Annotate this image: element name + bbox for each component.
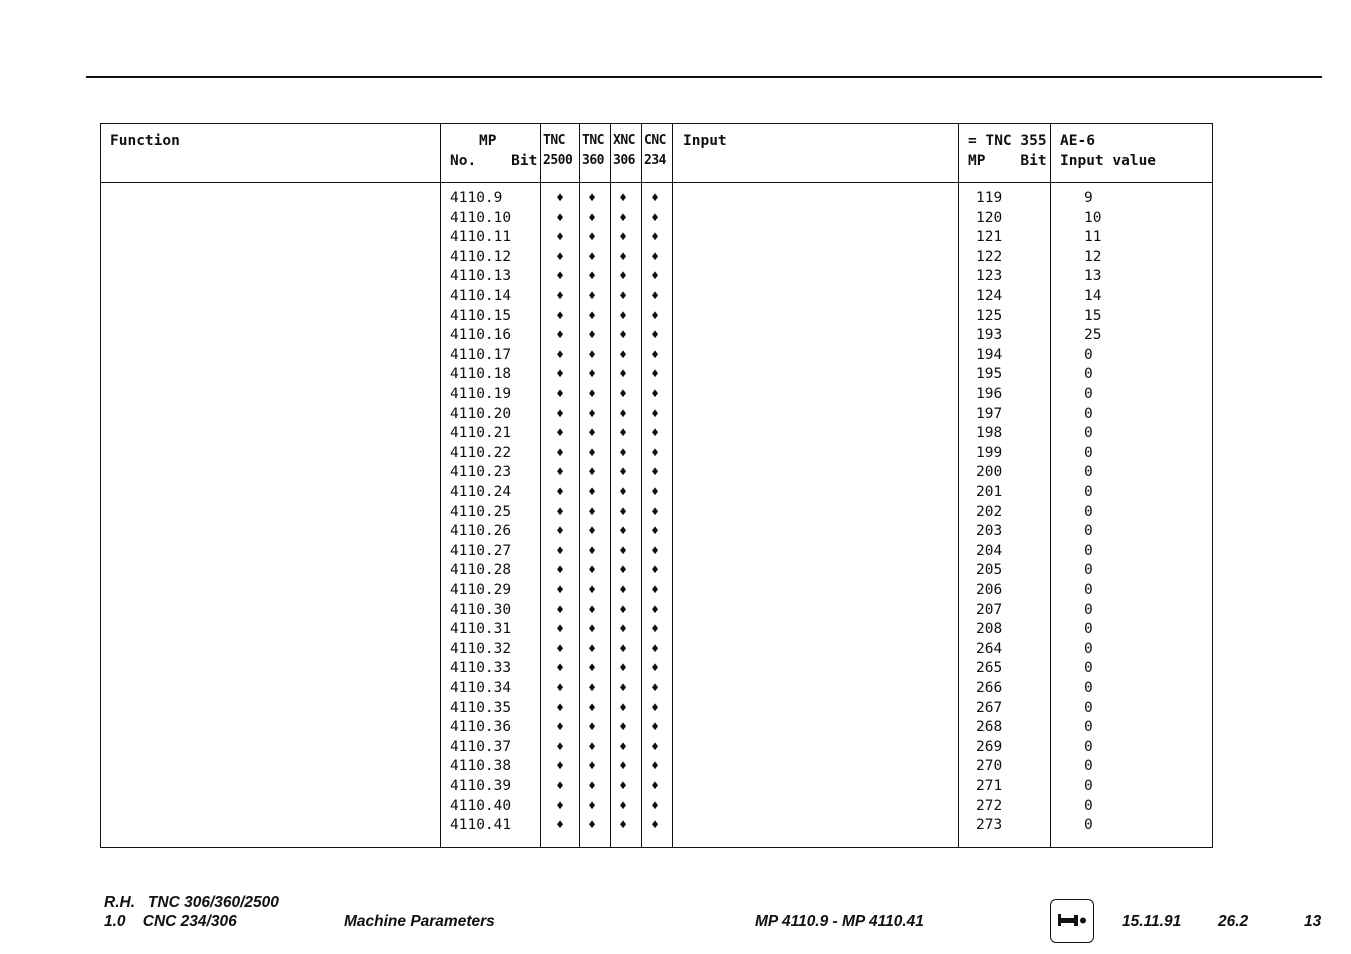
table-row (101, 620, 1212, 640)
ae6-value-cell: 0 (1084, 640, 1093, 657)
diamond-icon: ♦ (651, 720, 659, 736)
diamond-icon: ♦ (619, 681, 627, 696)
diamond-icon: ♦ (651, 543, 659, 559)
tnc355-mp-cell: 195 (976, 366, 1003, 383)
diamond-icon: ♦ (588, 445, 596, 461)
diamond-icon: ♦ (619, 759, 627, 775)
diamond-icon: ♦ (588, 191, 596, 206)
mp-number-cell: 4110.34 (450, 680, 512, 696)
diamond-icon: ♦ (619, 700, 627, 716)
tnc355-mp-cell: 123 (976, 268, 1003, 285)
diamond-icon: ♦ (556, 269, 564, 285)
tnc355-mp-cell: 265 (976, 660, 1003, 677)
table-row (101, 483, 1212, 503)
tnc355-mp-cell: 201 (976, 484, 1003, 500)
diamond-icon: ♦ (651, 289, 659, 304)
heidenhain-logo-icon (1050, 899, 1094, 943)
footer-version-line: 1.0 CNC 234/306 (104, 913, 237, 930)
table-row (101, 365, 1212, 385)
mp-number-cell: 4110.10 (450, 209, 512, 226)
diamond-icon: ♦ (651, 406, 659, 422)
ae6-value-cell: 15 (1084, 307, 1102, 324)
tnc355-mp-cell: 193 (976, 327, 1003, 344)
diamond-icon: ♦ (651, 308, 659, 324)
diamond-icon: ♦ (588, 681, 596, 696)
diamond-icon: ♦ (556, 249, 564, 265)
diamond-icon: ♦ (588, 230, 596, 246)
table-row (101, 287, 1212, 307)
footer-date: 15.11.91 (1122, 913, 1182, 930)
diamond-icon: ♦ (651, 759, 659, 775)
ae6-value-cell: 0 (1084, 738, 1093, 755)
tnc355-mp-cell: 202 (976, 503, 1003, 520)
diamond-icon: ♦ (588, 465, 596, 481)
diamond-icon: ♦ (588, 661, 596, 677)
ae6-value-cell: 0 (1084, 464, 1093, 481)
table-row (101, 522, 1212, 542)
header-cnc234-model: 234 (644, 153, 666, 168)
mp-number-cell: 4110.21 (450, 425, 512, 442)
diamond-icon: ♦ (619, 583, 627, 598)
mp-number-cell: 4110.31 (450, 621, 512, 638)
diamond-icon: ♦ (619, 249, 627, 265)
diamond-icon: ♦ (651, 641, 659, 657)
mp-number-cell: 4110.36 (450, 719, 512, 736)
logo-glyph (1051, 900, 1092, 941)
ae6-value-cell: 0 (1084, 444, 1093, 461)
footer-section: Machine Parameters (344, 913, 495, 930)
diamond-icon: ♦ (588, 720, 596, 736)
footer-model-line: R.H. TNC 306/360/2500 (104, 894, 279, 911)
diamond-icon: ♦ (651, 347, 659, 363)
mp-number-cell: 4110.16 (450, 327, 512, 344)
diamond-icon: ♦ (619, 779, 627, 794)
diamond-icon: ♦ (556, 700, 564, 716)
diamond-icon: ♦ (588, 779, 596, 794)
footer-version: 26.2 (1218, 913, 1249, 930)
diamond-icon: ♦ (556, 798, 564, 814)
diamond-icon: ♦ (556, 445, 564, 461)
header-cnc234: CNC (644, 133, 666, 148)
mp-number-cell: 4110.30 (450, 601, 512, 618)
tnc355-mp-cell: 194 (976, 346, 1003, 363)
diamond-icon: ♦ (619, 387, 627, 402)
header-ae6-input-value: Input value (1060, 153, 1157, 169)
diamond-icon: ♦ (588, 563, 596, 579)
diamond-icon: ♦ (619, 602, 627, 618)
table-row (101, 248, 1212, 268)
diamond-icon: ♦ (556, 622, 564, 638)
mp-number-cell: 4110.38 (450, 758, 512, 775)
top-rule (86, 76, 1322, 78)
diamond-icon: ♦ (619, 641, 627, 657)
ae6-value-cell: 0 (1084, 680, 1093, 696)
diamond-icon: ♦ (556, 602, 564, 618)
ae6-value-cell: 0 (1084, 542, 1093, 559)
ae6-value-cell: 0 (1084, 503, 1093, 520)
diamond-icon: ♦ (556, 289, 564, 304)
diamond-icon: ♦ (651, 779, 659, 794)
ae6-value-cell: 25 (1084, 327, 1102, 344)
tnc355-mp-cell: 271 (976, 778, 1003, 794)
diamond-icon: ♦ (556, 759, 564, 775)
diamond-icon: ♦ (651, 661, 659, 677)
ae6-value-cell: 9 (1084, 190, 1093, 206)
diamond-icon: ♦ (651, 739, 659, 755)
diamond-icon: ♦ (651, 387, 659, 402)
ae6-value-cell: 0 (1084, 660, 1093, 677)
table-row (101, 679, 1212, 699)
diamond-icon: ♦ (619, 210, 627, 226)
diamond-icon: ♦ (651, 328, 659, 344)
header-xnc306: XNC (613, 133, 635, 148)
tnc355-mp-cell: 205 (976, 562, 1003, 579)
diamond-icon: ♦ (588, 818, 596, 834)
diamond-icon: ♦ (556, 818, 564, 834)
ae6-value-cell: 0 (1084, 346, 1093, 363)
tnc355-mp-cell: 268 (976, 719, 1003, 736)
tnc355-mp-cell: 197 (976, 405, 1003, 422)
diamond-icon: ♦ (556, 583, 564, 598)
diamond-icon: ♦ (556, 739, 564, 755)
diamond-icon: ♦ (588, 798, 596, 814)
diamond-icon: ♦ (588, 739, 596, 755)
diamond-icon: ♦ (588, 387, 596, 402)
mp-number-cell: 4110.37 (450, 738, 512, 755)
ae6-value-cell: 0 (1084, 425, 1093, 442)
tnc355-mp-cell: 125 (976, 307, 1003, 324)
ae6-value-cell: 14 (1084, 288, 1102, 304)
diamond-icon: ♦ (651, 191, 659, 206)
diamond-icon: ♦ (556, 641, 564, 657)
ae6-value-cell: 0 (1084, 405, 1093, 422)
tnc355-mp-cell: 120 (976, 209, 1003, 226)
mp-number-cell: 4110.14 (450, 288, 512, 304)
diamond-icon: ♦ (619, 504, 627, 520)
diamond-icon: ♦ (619, 818, 627, 834)
diamond-icon: ♦ (556, 563, 564, 579)
table-row (101, 640, 1212, 660)
ae6-value-cell: 10 (1084, 209, 1102, 226)
diamond-icon: ♦ (619, 289, 627, 304)
diamond-icon: ♦ (651, 681, 659, 696)
diamond-icon: ♦ (556, 543, 564, 559)
header-divider (101, 182, 1212, 183)
ae6-value-cell: 13 (1084, 268, 1102, 285)
mp-number-cell: 4110.25 (450, 503, 512, 520)
diamond-icon: ♦ (588, 485, 596, 500)
diamond-icon: ♦ (588, 269, 596, 285)
diamond-icon: ♦ (556, 661, 564, 677)
tnc355-mp-cell: 270 (976, 758, 1003, 775)
tnc355-mp-cell: 122 (976, 248, 1003, 265)
header-tnc355: = TNC 355 (968, 133, 1047, 149)
mp-number-cell: 4110.24 (450, 484, 512, 500)
mp-number-cell: 4110.12 (450, 248, 512, 265)
table-row (101, 738, 1212, 758)
diamond-icon: ♦ (556, 720, 564, 736)
tnc355-mp-cell: 199 (976, 444, 1003, 461)
diamond-icon: ♦ (588, 426, 596, 442)
mp-number-cell: 4110.17 (450, 346, 512, 363)
mp-number-cell: 4110.15 (450, 307, 512, 324)
header-tnc360: TNC (582, 133, 604, 148)
mp-number-cell: 4110.23 (450, 464, 512, 481)
diamond-icon: ♦ (619, 563, 627, 579)
header-ae6: AE-6 (1060, 133, 1095, 149)
diamond-icon: ♦ (619, 347, 627, 363)
ae6-value-cell: 0 (1084, 484, 1093, 500)
diamond-icon: ♦ (556, 681, 564, 696)
diamond-icon: ♦ (619, 622, 627, 638)
tnc355-mp-cell: 196 (976, 386, 1003, 402)
header-tnc360-model: 360 (582, 153, 604, 168)
diamond-icon: ♦ (619, 798, 627, 814)
diamond-icon: ♦ (556, 465, 564, 481)
header-tnc2500: TNC (543, 133, 565, 148)
ae6-value-cell: 0 (1084, 621, 1093, 638)
table-row (101, 699, 1212, 719)
diamond-icon: ♦ (556, 485, 564, 500)
diamond-icon: ♦ (619, 720, 627, 736)
ae6-value-cell: 0 (1084, 601, 1093, 618)
diamond-icon: ♦ (556, 387, 564, 402)
header-xnc306-model: 306 (613, 153, 635, 168)
mp-number-cell: 4110.26 (450, 523, 512, 540)
diamond-icon: ♦ (556, 347, 564, 363)
diamond-icon: ♦ (651, 602, 659, 618)
diamond-icon: ♦ (651, 426, 659, 442)
tnc355-mp-cell: 266 (976, 680, 1003, 696)
diamond-icon: ♦ (651, 583, 659, 598)
diamond-icon: ♦ (588, 602, 596, 618)
mp-number-cell: 4110.27 (450, 542, 512, 559)
header-mp: MP (479, 133, 497, 149)
tnc355-mp-cell: 208 (976, 621, 1003, 638)
diamond-icon: ♦ (556, 504, 564, 520)
footer-page-number: 13 (1304, 913, 1322, 930)
table-row (101, 816, 1212, 836)
diamond-icon: ♦ (588, 524, 596, 540)
tnc355-mp-cell: 207 (976, 601, 1003, 618)
tnc355-mp-cell: 200 (976, 464, 1003, 481)
table-row (101, 424, 1212, 444)
diamond-icon: ♦ (588, 347, 596, 363)
tnc355-mp-cell: 269 (976, 738, 1003, 755)
diamond-icon: ♦ (651, 465, 659, 481)
mp-number-cell: 4110.22 (450, 444, 512, 461)
diamond-icon: ♦ (619, 485, 627, 500)
diamond-icon: ♦ (651, 700, 659, 716)
tnc355-mp-cell: 198 (976, 425, 1003, 442)
parameter-table (100, 123, 1213, 848)
diamond-icon: ♦ (619, 426, 627, 442)
diamond-icon: ♦ (619, 739, 627, 755)
mp-number-cell: 4110.19 (450, 386, 512, 402)
diamond-icon: ♦ (619, 191, 627, 206)
diamond-icon: ♦ (556, 426, 564, 442)
footer-range: MP 4110.9 - MP 4110.41 (755, 913, 924, 930)
diamond-icon: ♦ (556, 328, 564, 344)
diamond-icon: ♦ (588, 759, 596, 775)
table-row (101, 797, 1212, 817)
header-function: Function (110, 133, 180, 149)
header-mp-no-bit: No. Bit (450, 153, 538, 169)
ae6-value-cell: 0 (1084, 562, 1093, 579)
ae6-value-cell: 0 (1084, 719, 1093, 736)
diamond-icon: ♦ (619, 269, 627, 285)
header-tnc355-mp-bit: MP Bit (968, 153, 1047, 169)
diamond-icon: ♦ (588, 406, 596, 422)
diamond-icon: ♦ (619, 308, 627, 324)
diamond-icon: ♦ (588, 210, 596, 226)
tnc355-mp-cell: 273 (976, 817, 1003, 834)
table-row (101, 503, 1212, 523)
mp-number-cell: 4110.28 (450, 562, 512, 579)
ae6-value-cell: 0 (1084, 797, 1093, 814)
diamond-icon: ♦ (651, 622, 659, 638)
diamond-icon: ♦ (588, 504, 596, 520)
table-row (101, 209, 1212, 229)
table-row (101, 757, 1212, 777)
diamond-icon: ♦ (556, 406, 564, 422)
ae6-value-cell: 0 (1084, 778, 1093, 794)
mp-number-cell: 4110.20 (450, 405, 512, 422)
table-row (101, 463, 1212, 483)
header-input: Input (683, 133, 727, 149)
diamond-icon: ♦ (651, 445, 659, 461)
diamond-icon: ♦ (556, 308, 564, 324)
table-row (101, 542, 1212, 562)
mp-number-cell: 4110.33 (450, 660, 512, 677)
diamond-icon: ♦ (619, 445, 627, 461)
diamond-icon: ♦ (588, 700, 596, 716)
diamond-icon: ♦ (619, 230, 627, 246)
diamond-icon: ♦ (588, 583, 596, 598)
table-row (101, 444, 1212, 464)
diamond-icon: ♦ (619, 328, 627, 344)
table-row (101, 405, 1212, 425)
table-row (101, 346, 1212, 366)
mp-number-cell: 4110.32 (450, 640, 512, 657)
diamond-icon: ♦ (651, 504, 659, 520)
diamond-icon: ♦ (619, 524, 627, 540)
table-row (101, 189, 1212, 209)
diamond-icon: ♦ (651, 249, 659, 265)
diamond-icon: ♦ (588, 641, 596, 657)
mp-number-cell: 4110.40 (450, 797, 512, 814)
table-row (101, 267, 1212, 287)
diamond-icon: ♦ (651, 798, 659, 814)
diamond-icon: ♦ (619, 661, 627, 677)
diamond-icon: ♦ (556, 779, 564, 794)
diamond-icon: ♦ (651, 367, 659, 383)
ae6-value-cell: 12 (1084, 248, 1102, 265)
tnc355-mp-cell: 206 (976, 582, 1003, 598)
diamond-icon: ♦ (556, 210, 564, 226)
ae6-value-cell: 0 (1084, 386, 1093, 402)
table-row (101, 307, 1212, 327)
table-row (101, 581, 1212, 601)
table-row (101, 718, 1212, 738)
diamond-icon: ♦ (588, 328, 596, 344)
tnc355-mp-cell: 264 (976, 640, 1003, 657)
diamond-icon: ♦ (556, 524, 564, 540)
diamond-icon: ♦ (651, 524, 659, 540)
table-row (101, 777, 1212, 797)
ae6-value-cell: 0 (1084, 699, 1093, 716)
diamond-icon: ♦ (651, 230, 659, 246)
diamond-icon: ♦ (619, 367, 627, 383)
mp-number-cell: 4110.29 (450, 582, 512, 598)
mp-number-cell: 4110.41 (450, 817, 512, 834)
table-row (101, 601, 1212, 621)
tnc355-mp-cell: 121 (976, 229, 1003, 246)
diamond-icon: ♦ (588, 367, 596, 383)
ae6-value-cell: 0 (1084, 366, 1093, 383)
diamond-icon: ♦ (619, 465, 627, 481)
tnc355-mp-cell: 124 (976, 288, 1003, 304)
table-row (101, 228, 1212, 248)
tnc355-mp-cell: 204 (976, 542, 1003, 559)
diamond-icon: ♦ (588, 289, 596, 304)
mp-number-cell: 4110.35 (450, 699, 512, 716)
header-tnc2500-model: 2500 (543, 153, 573, 168)
diamond-icon: ♦ (651, 269, 659, 285)
diamond-icon: ♦ (556, 230, 564, 246)
tnc355-mp-cell: 267 (976, 699, 1003, 716)
table-row (101, 561, 1212, 581)
table-row (101, 385, 1212, 405)
ae6-value-cell: 0 (1084, 817, 1093, 834)
diamond-icon: ♦ (619, 406, 627, 422)
ae6-value-cell: 0 (1084, 758, 1093, 775)
diamond-icon: ♦ (588, 249, 596, 265)
table-row (101, 659, 1212, 679)
tnc355-mp-cell: 272 (976, 797, 1003, 814)
diamond-icon: ♦ (588, 543, 596, 559)
diamond-icon: ♦ (651, 818, 659, 834)
diamond-icon: ♦ (588, 308, 596, 324)
mp-number-cell: 4110.9 (450, 190, 503, 206)
ae6-value-cell: 0 (1084, 523, 1093, 540)
diamond-icon: ♦ (556, 191, 564, 206)
diamond-icon: ♦ (651, 563, 659, 579)
mp-number-cell: 4110.11 (450, 229, 512, 246)
ae6-value-cell: 11 (1084, 229, 1102, 246)
diamond-icon: ♦ (619, 543, 627, 559)
tnc355-mp-cell: 203 (976, 523, 1003, 540)
diamond-icon: ♦ (556, 367, 564, 383)
mp-number-cell: 4110.13 (450, 268, 512, 285)
table-row (101, 326, 1212, 346)
diamond-icon: ♦ (651, 210, 659, 226)
tnc355-mp-cell: 119 (976, 190, 1003, 206)
mp-number-cell: 4110.39 (450, 778, 512, 794)
ae6-value-cell: 0 (1084, 582, 1093, 598)
mp-number-cell: 4110.18 (450, 366, 512, 383)
diamond-icon: ♦ (651, 485, 659, 500)
diamond-icon: ♦ (588, 622, 596, 638)
